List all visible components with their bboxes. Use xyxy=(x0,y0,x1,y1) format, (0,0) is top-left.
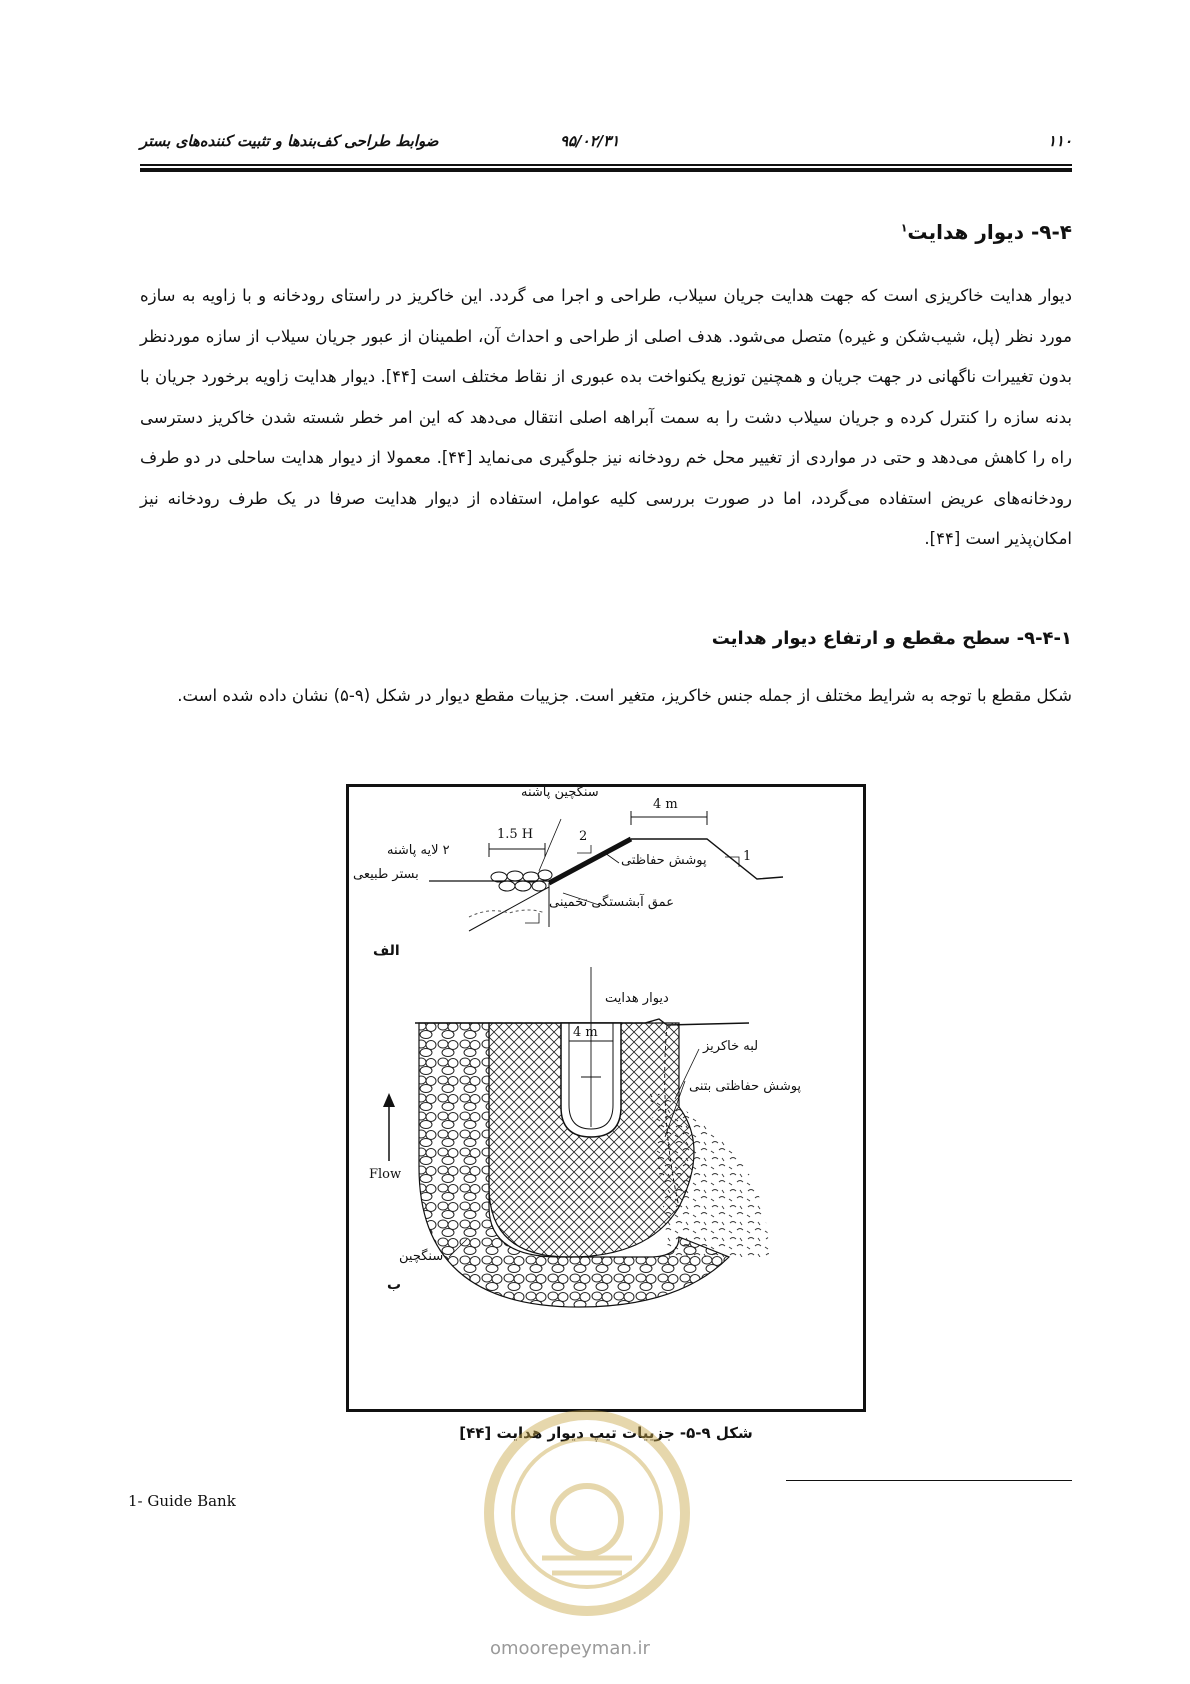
label-guide-wall: دیوار هدایت xyxy=(605,991,669,1006)
label-dim-15h: 1.5 H xyxy=(497,827,534,842)
label-two-layer-heel: ۲ لایه پاشنه xyxy=(387,843,450,858)
header-rule-thin xyxy=(140,164,1072,166)
label-width-plan: 4 m xyxy=(573,1025,598,1040)
figure-caption: شکل ۹-۵- جزییات تیپ دیوار هدایت [۴۴] xyxy=(459,1424,753,1442)
label-slope-2: 2 xyxy=(579,829,588,844)
header-date: ۹۵/۰۲/۳۱ xyxy=(560,132,620,150)
label-width-top: 4 m xyxy=(653,797,678,812)
footnote: 1- Guide Bank xyxy=(128,1492,236,1510)
footnote-rule xyxy=(786,1480,1072,1481)
label-slope-1: 1 xyxy=(743,849,752,864)
cross-section xyxy=(429,811,783,931)
watermark: omoorepeyman.ir xyxy=(490,1638,650,1659)
section-heading-text: ۹-۴- دیوار هدایت xyxy=(907,220,1072,244)
subsection-heading: ۹-۴-۱- سطح مقطع و ارتفاع دیوار هدایت xyxy=(711,628,1072,649)
page-number: ۱۱۰ xyxy=(1047,132,1072,150)
label-scour-depth: عمق آبشستگی تخمینی xyxy=(549,895,674,910)
header-title: ضوابط طراحی کف‌بندها و تثبیت کننده‌های بستر xyxy=(140,132,439,150)
page-header xyxy=(140,128,1072,168)
label-embankment-edge: لبه خاکریز xyxy=(703,1039,759,1054)
section-paragraph: دیوار هدایت خاکریزی است که جهت هدایت جریان سیلاب، طراحی و اجرا می گردد. این خاکریز در راستای رودخانه و با زاویه به سازه مورد نظر (پل، شیب‌شکن و غیره) متصل می‌شود. هدف اصلی از طراحی و احداث آن، اطمینان از عبور جریان سیلاب از سازه موردنظر بدون تغییرات ناگهانی در جهت جریان و همچنین توزیع یکنواخت بده عبوری از نقاط مختلف است [۴۴]. دیوار هدایت زاویه برخورد جریان با بدنه سازه را کنترل کرده و جریان سیلاب دشت را به سمت آبراهه اصلی انتقال می‌دهد که این امر خطر شسته شدن خاکریز دسترسی راه را کاهش می‌دهد و حتی در مواردی از تغییر محل خم رودخانه نیز جلوگیری می‌نماید [۴۴]. معمولا از دیوار هدایت ساحلی در دو طرف رودخانه‌های عریض استفاده می‌گردد، اما در صورت بررسی کلیه عوامل، استفاده از دیوار هدایت صرفا در یک طرف رودخانه نیز امکان‌پذیر است [۴۴]. xyxy=(140,286,1072,548)
figure-drawing xyxy=(349,787,863,1409)
label-protective-cover: پوشش حفاظتی xyxy=(621,853,707,868)
subsection-paragraph: شکل مقطع با توجه به شرایط مختلف از جمله جنس خاکریز، متغیر است. جزییات مقطع دیوار در شکل (۹-۵) نشان داده شده است. xyxy=(177,686,1072,705)
label-part-b: ب xyxy=(387,1277,402,1293)
figure-guide-bank xyxy=(346,784,866,1412)
label-flow: Flow xyxy=(369,1167,402,1182)
label-part-a: الف xyxy=(373,943,400,959)
footnote-marker: ۱ xyxy=(900,221,908,235)
section-heading xyxy=(901,220,1072,244)
header-rule-thick xyxy=(140,168,1072,172)
label-natural-bed: بستر طبیعی xyxy=(353,867,419,882)
label-heel-riprap: سنگچین پاشنه xyxy=(521,785,599,800)
stamp-logo xyxy=(482,1408,692,1618)
label-concrete-cover: پوشش حفاظتی بتنی xyxy=(689,1079,802,1094)
label-riprap: سنگچین xyxy=(399,1249,444,1264)
